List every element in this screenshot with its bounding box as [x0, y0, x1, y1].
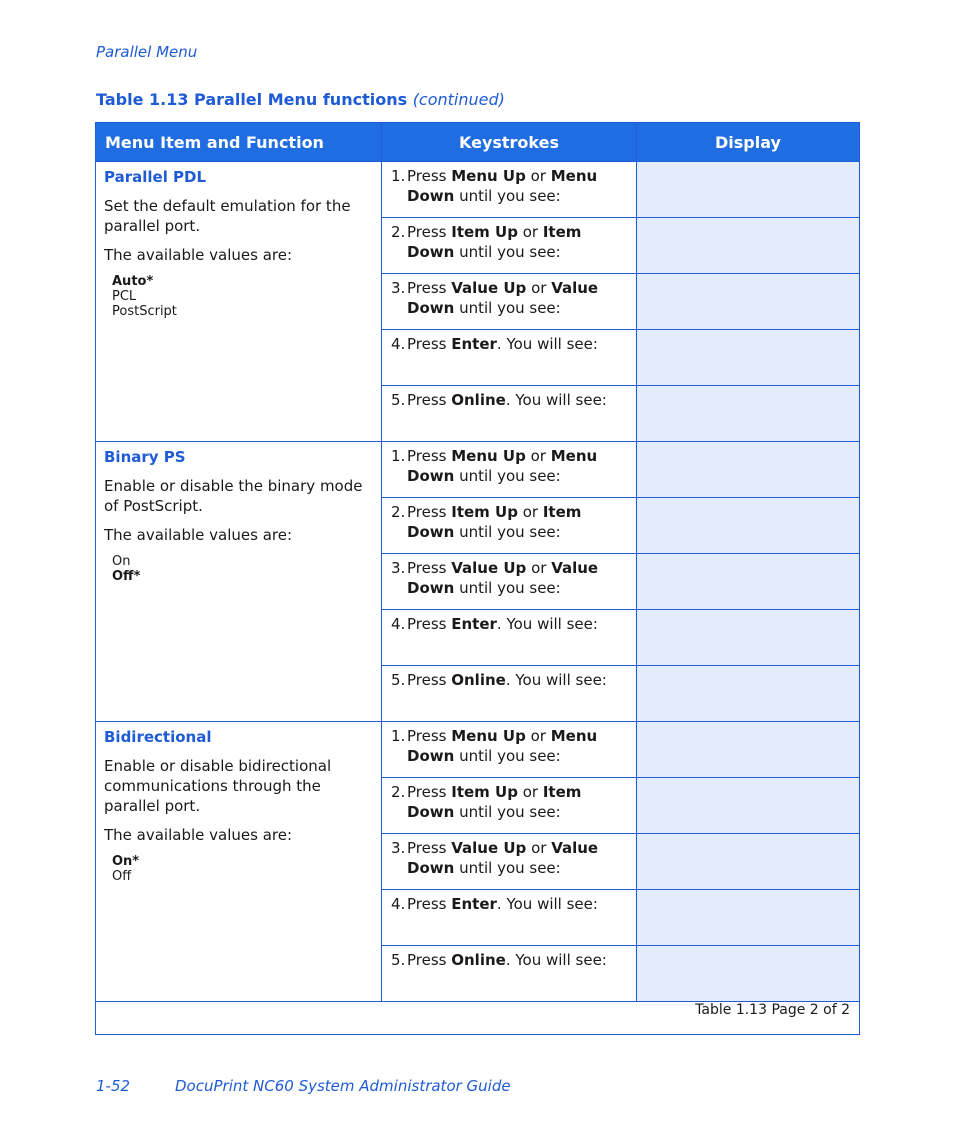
- step-text-part: until you see:: [454, 859, 561, 877]
- step-number: 3.: [391, 839, 406, 857]
- step-text-part: Value Down: [407, 839, 599, 877]
- header-keystrokes: Keystrokes: [382, 123, 637, 162]
- keystroke-step: [382, 666, 637, 722]
- step-text-part: Value Up: [451, 559, 527, 577]
- step-number: 1.: [391, 727, 406, 745]
- step-text-part: Value Down: [407, 559, 599, 597]
- step-text-part: or: [526, 559, 552, 577]
- values-list: [104, 274, 373, 319]
- step-text-part: Press: [407, 391, 452, 409]
- menu-item-cell: [96, 162, 382, 442]
- table-row: [96, 442, 860, 498]
- keystroke-step: [382, 218, 637, 274]
- table-row: [96, 162, 860, 218]
- step-text-part: Item Up: [451, 783, 518, 801]
- display-cell: [637, 442, 860, 498]
- step-number: 2.: [391, 223, 406, 241]
- step-text: [407, 670, 607, 690]
- step-text-part: or: [517, 223, 543, 241]
- header-row: [96, 123, 860, 162]
- values-label: The available values are:: [104, 246, 293, 264]
- display-cell: [637, 162, 860, 218]
- keystroke-step: [382, 330, 637, 386]
- display-cell: [637, 834, 860, 890]
- step-text-part: Press: [407, 783, 452, 801]
- step-text-part: or: [525, 167, 551, 185]
- display-cell: [637, 778, 860, 834]
- step-number: 2.: [391, 503, 406, 521]
- step-text-part: Menu Up: [451, 727, 526, 745]
- step-text-part: Item Up: [451, 223, 518, 241]
- step-text-part: . You will see:: [505, 391, 607, 409]
- value-option: Off: [112, 869, 132, 884]
- document-title: DocuPrint NC60 System Administrator Guide: [175, 1077, 511, 1095]
- step-text-part: Enter: [451, 335, 497, 353]
- step-text: [407, 390, 607, 410]
- step-text-part: Enter: [451, 615, 497, 633]
- keystroke-step: [382, 554, 637, 610]
- step-number: 1.: [391, 447, 406, 465]
- step-text: [407, 166, 630, 206]
- step-text-part: . You will see:: [505, 951, 607, 969]
- menu-item-description: Enable or disable bidirectional communications through the parallel port.: [104, 757, 332, 815]
- step-text-part: Menu Up: [451, 447, 526, 465]
- header-menu-item: Menu Item and Function: [96, 123, 382, 162]
- step-text-part: or: [526, 279, 552, 297]
- step-text-part: until you see:: [454, 747, 561, 765]
- step-text-part: . You will see:: [496, 615, 598, 633]
- step-text-part: Press: [407, 615, 452, 633]
- step-number: 4.: [391, 615, 406, 633]
- menu-item-cell: [96, 722, 382, 1002]
- step-text: [407, 222, 630, 262]
- step-text-part: Press: [407, 335, 452, 353]
- caption-continued: (continued): [412, 90, 505, 109]
- step-text-part: Item Down: [407, 783, 582, 821]
- step-text-part: Press: [407, 167, 452, 185]
- display-cell: [637, 274, 860, 330]
- menu-item-description: Enable or disable the binary mode of PostScript.: [104, 477, 363, 515]
- step-text-part: Press: [407, 223, 452, 241]
- step-text-part: Item Down: [407, 503, 582, 541]
- step-text-part: until you see:: [454, 243, 561, 261]
- step-number: 3.: [391, 279, 406, 297]
- step-text-part: Menu Up: [451, 167, 526, 185]
- display-cell: [637, 498, 860, 554]
- step-text-part: or: [526, 839, 552, 857]
- values-label: The available values are:: [104, 826, 293, 844]
- step-text-part: Menu Down: [407, 167, 598, 205]
- keystroke-step: [382, 498, 637, 554]
- keystroke-step: [382, 890, 637, 946]
- step-number: 1.: [391, 167, 406, 185]
- step-text-part: Value Down: [407, 279, 599, 317]
- keystroke-step: [382, 386, 637, 442]
- step-text-part: until you see:: [454, 523, 561, 541]
- step-text-part: until you see:: [454, 579, 561, 597]
- step-text: [407, 502, 630, 542]
- step-text-part: Press: [407, 951, 452, 969]
- step-text-part: Press: [407, 447, 452, 465]
- step-text-part: Press: [407, 839, 452, 857]
- page-number: 1-52: [96, 1077, 131, 1095]
- display-cell: [637, 610, 860, 666]
- parallel-menu-table: [95, 122, 860, 1035]
- keystroke-step: [382, 442, 637, 498]
- step-text-part: until you see:: [454, 467, 561, 485]
- values-list: [104, 854, 373, 884]
- step-number: 4.: [391, 335, 406, 353]
- step-text-part: . You will see:: [505, 671, 607, 689]
- keystroke-step: [382, 946, 637, 1002]
- step-text: [407, 334, 598, 354]
- step-number: 4.: [391, 895, 406, 913]
- caption-label: Table 1.13 Parallel Menu functions: [96, 90, 408, 109]
- step-text-part: Online: [451, 671, 506, 689]
- table-caption: [96, 90, 505, 109]
- display-cell: [637, 946, 860, 1002]
- values-label: The available values are:: [104, 526, 293, 544]
- step-text: [407, 558, 630, 598]
- step-text: [407, 838, 630, 878]
- step-text-part: Press: [407, 895, 452, 913]
- step-text-part: Menu Down: [407, 727, 598, 765]
- menu-item-title: Binary PS: [104, 448, 186, 466]
- step-text-part: Press: [407, 671, 452, 689]
- table-page-note: Table 1.13 Page 2 of 2: [96, 1002, 860, 1035]
- value-option: PostScript: [112, 304, 177, 319]
- display-cell: [637, 386, 860, 442]
- keystroke-step: [382, 274, 637, 330]
- display-cell: [637, 890, 860, 946]
- step-text: [407, 894, 598, 914]
- table-row: [96, 722, 860, 778]
- step-number: 3.: [391, 559, 406, 577]
- step-text-part: Press: [407, 279, 452, 297]
- keystroke-step: [382, 778, 637, 834]
- step-text-part: Enter: [451, 895, 497, 913]
- step-number: 5.: [391, 391, 406, 409]
- step-text: [407, 726, 630, 766]
- step-text: [407, 782, 630, 822]
- step-text-part: Value Up: [451, 279, 527, 297]
- display-cell: [637, 218, 860, 274]
- step-text-part: until you see:: [454, 803, 561, 821]
- display-cell: [637, 554, 860, 610]
- keystroke-step: [382, 162, 637, 218]
- menu-item-description: Set the default emulation for the parallel port.: [104, 197, 351, 235]
- value-option: Off*: [112, 569, 141, 584]
- running-head: Parallel Menu: [96, 43, 198, 61]
- step-text-part: until you see:: [454, 299, 561, 317]
- step-text-part: Online: [451, 951, 506, 969]
- step-text-part: Menu Down: [407, 447, 598, 485]
- step-text-part: Press: [407, 727, 452, 745]
- table-footer-row: [96, 1002, 860, 1035]
- step-text-part: Press: [407, 559, 452, 577]
- step-number: 2.: [391, 783, 406, 801]
- step-text-part: Value Up: [451, 839, 527, 857]
- step-text-part: . You will see:: [496, 335, 598, 353]
- step-text-part: Item Down: [407, 223, 582, 261]
- menu-item-title: Parallel PDL: [104, 168, 207, 186]
- menu-item-cell: [96, 442, 382, 722]
- step-text-part: Item Up: [451, 503, 518, 521]
- keystroke-step: [382, 610, 637, 666]
- step-text: [407, 614, 598, 634]
- keystroke-step: [382, 722, 637, 778]
- step-text-part: . You will see:: [496, 895, 598, 913]
- value-option: On: [112, 554, 131, 569]
- step-text: [407, 278, 630, 318]
- keystroke-step: [382, 834, 637, 890]
- step-text-part: or: [525, 727, 551, 745]
- value-option: PCL: [112, 289, 137, 304]
- values-list: [104, 554, 373, 584]
- step-text-part: or: [525, 447, 551, 465]
- display-cell: [637, 330, 860, 386]
- step-text-part: or: [517, 503, 543, 521]
- step-text-part: Online: [451, 391, 506, 409]
- step-text: [407, 950, 607, 970]
- step-text: [407, 446, 630, 486]
- value-option: Auto*: [112, 274, 154, 289]
- value-option: On*: [112, 854, 140, 869]
- step-text-part: until you see:: [454, 187, 561, 205]
- display-cell: [637, 666, 860, 722]
- step-text-part: or: [517, 783, 543, 801]
- display-cell: [637, 722, 860, 778]
- header-display: Display: [637, 123, 860, 162]
- menu-item-title: Bidirectional: [104, 728, 212, 746]
- step-text-part: Press: [407, 503, 452, 521]
- step-number: 5.: [391, 671, 406, 689]
- step-number: 5.: [391, 951, 406, 969]
